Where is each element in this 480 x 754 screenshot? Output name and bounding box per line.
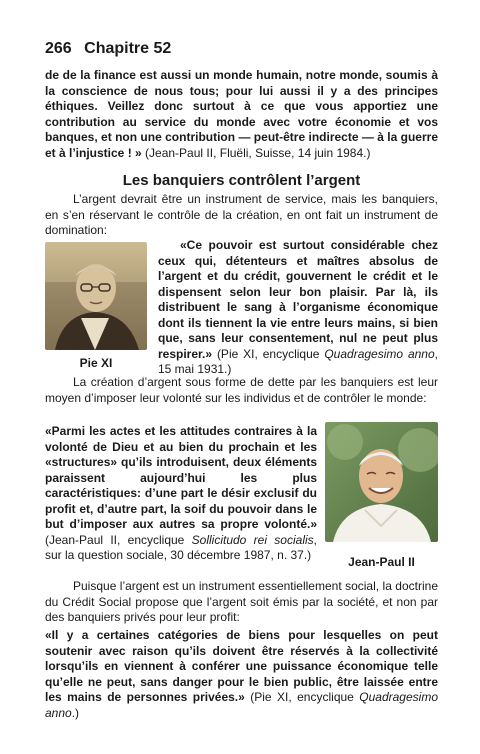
- quote-3: [45, 628, 438, 721]
- quote3-source-post: .): [71, 705, 80, 720]
- quote1-bold: «Ce pouvoir est surtout considérable chez ceux qui, détenteurs et maîtres absolus de l’argent et du crédit, gouvernent le crédit et le dispensent selon leur bon plaisir. Par là, ils distribuent le sang à l’organisme économique dont ils tiennent la vie entre leurs mains, si bien que, sans leur consentement, nul ne peut plus respirer.»: [158, 238, 438, 361]
- quote1-source-post: , 15 mai 1931.): [158, 346, 438, 376]
- quote1-source-pre: (Pie XI, encyclique: [212, 346, 325, 361]
- paragraph-1: [45, 68, 438, 161]
- quote2-source-post: , sur la question sociale, 30 décembre 1987, n. 37.): [45, 532, 317, 562]
- pius-xi-photo: [45, 242, 147, 350]
- quote2-source-pre: (Jean-Paul II, encyclique: [45, 532, 192, 547]
- paragraph-2: L’argent devrait être un instrument de service, mais les banquiers, en s’en réservant le contrôle de la création, en ont fait un instrument de domination:: [45, 192, 438, 237]
- chapter-title: Chapitre 52: [84, 40, 172, 57]
- section-title: Les banquiers contrôlent l’argent: [122, 172, 361, 189]
- page-number: 266: [45, 40, 72, 57]
- caption-pius-xi: Pie XI: [79, 356, 113, 370]
- quote3-bold: «Il y a certaines catégories de biens pour lesquelles on peut soutenir avec raison qu’ils doivent être réservés à la collectivité lorsqu’ils en viennent à conférer une puissance économique telle qu’elle ne peut, sans danger pour le bien public, être laissée entre les mains de personnes privées.»: [45, 628, 438, 704]
- quote-2: [45, 424, 317, 564]
- p1-bold: de de la finance est aussi un monde humain, notre monde, soumis à la conscience de nous tous; pour lui aussi il y a des principes éthiques. Veillez donc surtout à ce que vous apportiez une contribution au service du monde avec votre économie et vos banques, et non une contribution — peut-être indirecte — à la guerre et à l’injustice ! »: [45, 68, 438, 160]
- paragraph-4: Puisque l’argent est un instrument essentiellement social, la doctrine du Crédit Social propose que l’argent soit émis par la société, et non par des banquiers privés pour leur profit:: [45, 579, 438, 624]
- quote2-source-title: Sollicitudo rei socialis: [191, 532, 314, 547]
- jean-paul-ii-photo: [325, 422, 438, 542]
- quote-1: [158, 238, 438, 378]
- quote3-source-pre: (Pie XI, encyclique: [244, 690, 360, 704]
- page-header: [45, 40, 179, 58]
- quote2-bold: «Parmi les actes et les attitudes contraires à la volonté de Dieu et au bien du prochain et les «structures» qu’ils introduisent, deux éléments paraissent aujourd’hui les plus caractéristiques: d’une part le désir exclusif du profit et, d’autre part, la soif du pouvoir dans le but d’imposer aux autres sa propre volonté.»: [45, 424, 317, 531]
- quote3-source-title: Quadragesimo anno: [45, 690, 438, 720]
- paragraph-3: La création d’argent sous forme de dette par les banquiers est leur moyen d’imposer leur volonté sur les individus et de contrôler le monde:: [45, 375, 438, 405]
- caption-jean-paul-ii: Jean-Paul II: [348, 555, 415, 569]
- quote1-source-title: Quadragesimo anno: [324, 346, 435, 361]
- p1-source: (Jean-Paul II, Fluëli, Suisse, 14 juin 1984.): [141, 145, 371, 160]
